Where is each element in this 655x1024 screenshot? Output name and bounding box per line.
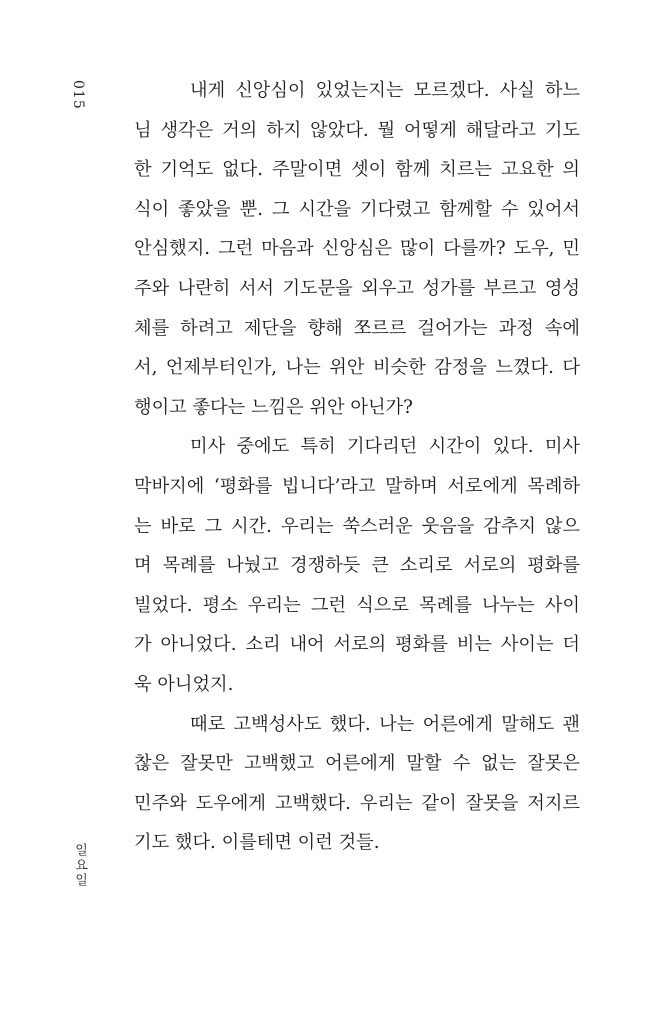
text-line: 민주와 도우에게 고백했다. 우리는 같이 잘못을 저지르 [134,792,580,814]
text-line: 때로 고백성사도 했다. 나는 어른에게 말해도 괜 [190,713,580,735]
text-line: 는 바로 그 시간. 우리는 쑥스러운 웃음을 감추지 않으 [134,515,580,537]
paragraph-3 [134,712,580,870]
text-line: 욱 아니었지. [134,673,234,695]
text-line: 한 기억도 없다. 주말이면 셋이 함께 치르는 고요한 의 [134,159,580,181]
text-line: 빌었다. 평소 우리는 그런 식으로 목례를 나누는 사이 [134,594,580,616]
running-title: 일요일 [72,843,87,888]
text-line: 미사 중에도 특히 기다리던 시간이 있다. 미사 [190,436,580,458]
text-line: 찮은 잘못만 고백했고 어른에게 말할 수 없는 잘못은 [134,753,580,775]
text-line: 며 목례를 나눴고 경쟁하듯 큰 소리로 서로의 평화를 [134,555,580,577]
paragraph-1 [134,78,580,434]
page-number: 015 [70,80,86,110]
text-line: 주와 나란히 서서 기도문을 외우고 성가를 부르고 영성 [134,277,580,299]
text-line: 행이고 좋다는 느낌은 위안 아닌가? [134,396,413,418]
text-line: 식이 좋았을 뿐. 그 시간을 기다렸고 함께할 수 있어서 [134,198,580,220]
text-line: 기도 했다. 이를테면 이런 것들. [134,832,380,854]
paragraph-2 [134,434,580,711]
text-line: 막바지에 ‘평화를 빕니다’라고 말하며 서로에게 목례하 [134,475,580,497]
body-text [134,78,580,870]
text-line: 내게 신앙심이 있었는지는 모르겠다. 사실 하느 [190,80,580,101]
text-line: 체를 하려고 제단을 향해 쪼르르 걸어가는 과정 속에 [134,317,580,339]
text-line: 안심했지. 그런 마음과 신앙심은 많이 다를까? 도우, 민 [134,238,580,260]
text-line: 서, 언제부터인가, 나는 위안 비슷한 감정을 느꼈다. 다 [134,357,580,379]
text-line: 님 생각은 거의 하지 않았다. 뭘 어떻게 해달라고 기도 [134,119,580,141]
text-line: 가 아니었다. 소리 내어 서로의 평화를 비는 사이는 더 [134,634,580,656]
